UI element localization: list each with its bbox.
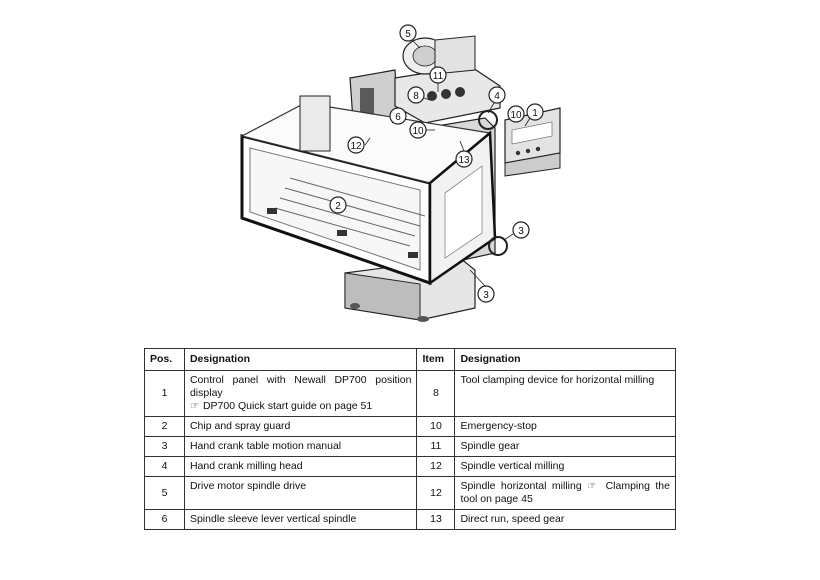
pos-cell: 1	[145, 371, 185, 417]
header-designation-2: Designation	[455, 349, 676, 371]
designation-cell: Hand crank table motion manual	[184, 437, 417, 457]
svg-text:6: 6	[395, 112, 401, 123]
pos-cell: 5	[145, 477, 185, 510]
table-row	[145, 510, 676, 530]
svg-text:1: 1	[532, 108, 538, 119]
svg-text:10: 10	[510, 110, 522, 121]
callout-13	[456, 151, 472, 167]
callout-1	[527, 104, 543, 120]
callout-4	[489, 87, 505, 103]
item-cell: 10	[417, 417, 455, 437]
callout-6	[390, 108, 406, 124]
guide-reference-text: DP700 Quick start guide on page 51	[202, 400, 373, 412]
pointing-hand-icon: ☞	[587, 481, 597, 492]
designation-text: Control panel with Newall DP700 position display	[189, 374, 412, 399]
guide-reference[interactable]	[190, 400, 412, 413]
item-cell: 8	[417, 371, 455, 417]
svg-text:8: 8	[413, 91, 419, 102]
callout-3-crank	[513, 222, 529, 238]
callout-5	[400, 25, 416, 41]
header-item: Item	[417, 349, 455, 371]
designation-cell-2	[455, 371, 676, 417]
item-cell: 11	[417, 437, 455, 457]
designation-cell: Chip and spray guard	[184, 417, 417, 437]
designation-cell-2	[455, 477, 676, 510]
svg-text:11: 11	[432, 71, 444, 82]
designation-text: Spindle horizontal milling	[460, 480, 582, 492]
table-row	[145, 457, 676, 477]
item-cell: 12	[417, 457, 455, 477]
designation-cell-2: Emergency-stop	[455, 417, 676, 437]
table-row	[145, 371, 676, 417]
svg-text:5: 5	[405, 29, 411, 40]
parts-designation-table	[144, 348, 676, 530]
pos-cell: 4	[145, 457, 185, 477]
svg-text:12: 12	[350, 141, 362, 152]
designation-cell: Hand crank milling head	[184, 457, 417, 477]
designation-cell: Drive motor spindle drive	[184, 477, 417, 510]
designation-cell	[184, 371, 417, 417]
table-row	[145, 437, 676, 457]
svg-text:4: 4	[494, 91, 500, 102]
callout-11	[430, 67, 446, 83]
header-designation: Designation	[184, 349, 417, 371]
table-row	[145, 417, 676, 437]
svg-text:10: 10	[412, 126, 424, 137]
pos-cell: 3	[145, 437, 185, 457]
svg-text:13: 13	[458, 155, 470, 166]
pos-cell: 6	[145, 510, 185, 530]
callout-2	[330, 197, 346, 213]
svg-text:2: 2	[335, 201, 341, 212]
item-cell: 13	[417, 510, 455, 530]
header-pos: Pos.	[145, 349, 185, 371]
designation-cell: Spindle sleeve lever vertical spindle	[184, 510, 417, 530]
callout-10-panel	[508, 106, 524, 122]
callout-10-head	[410, 122, 426, 138]
clamping-reference[interactable]: Clamping the tool on page 45	[460, 480, 670, 505]
svg-text:3: 3	[518, 226, 524, 237]
callout-8	[408, 87, 424, 103]
designation-cell-2: Spindle vertical milling	[455, 457, 676, 477]
designation-cell-2: Spindle gear	[455, 437, 676, 457]
svg-text:3: 3	[483, 290, 489, 301]
designation-cell-2: Direct run, speed gear	[455, 510, 676, 530]
designation-text: Tool clamping device for horizontal milling	[460, 374, 655, 386]
callout-12	[348, 137, 364, 153]
pointing-hand-icon: ☞	[189, 401, 199, 412]
callout-3-base	[478, 286, 494, 302]
item-cell: 12	[417, 477, 455, 510]
table-header-row	[145, 349, 676, 371]
milling-machine-illustration	[220, 8, 600, 338]
pos-cell: 2	[145, 417, 185, 437]
table-row	[145, 477, 676, 510]
